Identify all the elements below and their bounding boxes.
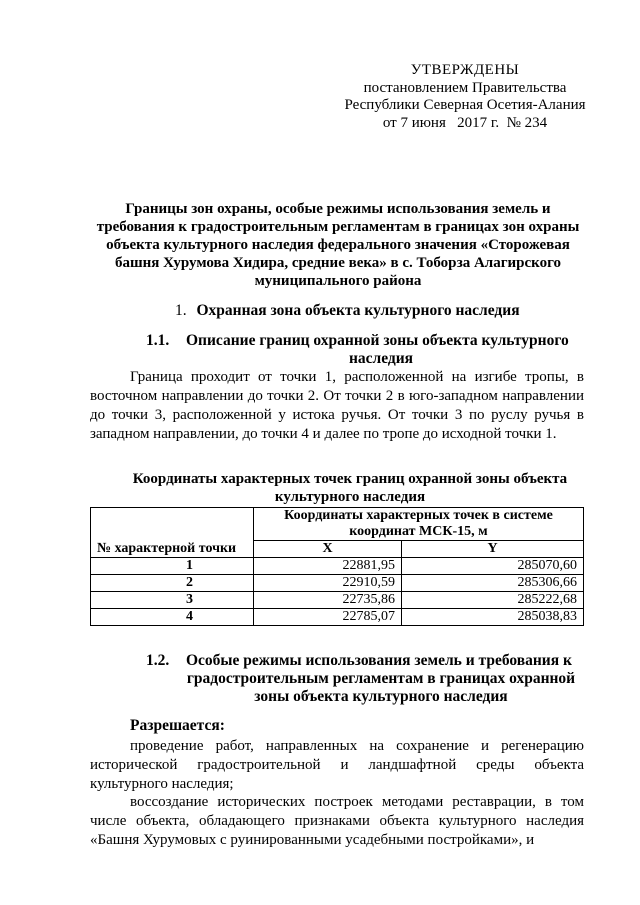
point-number-header: № характерной точки (91, 508, 254, 558)
section-1-1-heading (146, 332, 576, 368)
x-value: 22785,07 (254, 609, 402, 626)
approval-line-3 (335, 115, 595, 133)
document-title: Границы зон охраны, особые режимы использования земель и требования к градостроительным регламентам в границах зон охраны объекта культурного наследия федерального значения «Сторожевая башня Хурумова Хидира, средние века» в с. Тоборза Алагирского муниципального района (96, 201, 580, 289)
section-1-1-number: 1.1. (146, 332, 170, 349)
allowed-heading: Разрешается: (130, 717, 225, 734)
section-1-2-heading (146, 652, 586, 706)
table-row (91, 558, 584, 575)
point-number: 1 (91, 558, 254, 575)
table-caption: Координаты характерных точек границ охранной зоны объекта культурного наследия (132, 471, 568, 505)
point-number: 2 (91, 575, 254, 592)
coords-group-header: Координаты характерных точек в системе координат МСК-15, м (254, 508, 584, 541)
x-value: 22910,59 (254, 575, 402, 592)
x-value: 22881,95 (254, 558, 402, 575)
boundary-description: Граница проходит от точки 1, расположенной на изгибе тропы, в восточном направлении до точки 2. От точки 2 в юго-западном направлении до точки 3, расположенной у истока ручья. От точки 3 по руслу ручья в западном направлении, до точки 4 и далее по тропе до исходной точки 1. (90, 369, 584, 442)
y-value: 285222,68 (402, 592, 584, 609)
x-value: 22735,86 (254, 592, 402, 609)
section-1-2-title-line1: Особые режимы использования земель и требования к (186, 652, 572, 669)
point-number: 4 (91, 609, 254, 626)
section-1-2-number: 1.2. (146, 652, 170, 669)
approval-block (335, 62, 595, 132)
allowed-paragraph-2: воссоздание исторических построек методами реставрации, в том числе объекта, обладающего признаками объекта культурного наследия «Башня Хурумовых с руинированными усадебными постройками», и (90, 794, 584, 848)
section-1-2-title-line2: градостроительным регламентам в границах охранной (186, 670, 576, 687)
table-row (91, 575, 584, 592)
section-1-2-title-line3: зоны объекта культурного наследия (254, 688, 508, 705)
point-number: 3 (91, 592, 254, 609)
section-1-title: Охранная зона объекта культурного наследия (196, 302, 520, 319)
coordinates-table (90, 507, 584, 626)
y-header: Y (402, 541, 584, 558)
table-row (91, 609, 584, 626)
table-row (91, 592, 584, 609)
section-1-1-title-line2: наследия (348, 350, 414, 367)
approval-line-2: Республики Северная Осетия-Алания (344, 97, 586, 113)
allowed-paragraph-1: проведение работ, направленных на сохранение и регенерацию исторической градостроительной и ландшафтной среды объекта культурного наследия; (90, 738, 584, 792)
section-1-number: 1. (175, 302, 187, 319)
approval-title: УТВЕРЖДЕНЫ (410, 62, 520, 78)
x-header: X (254, 541, 402, 558)
y-value: 285070,60 (402, 558, 584, 575)
y-value: 285306,66 (402, 575, 584, 592)
approval-date: от 7 июня 2017 г. № 234 (382, 114, 548, 131)
approval-line-1: постановлением Правительства (363, 79, 567, 96)
section-1-1-title-line1: Описание границ охранной зоны объекта культурного (186, 332, 569, 349)
y-value: 285038,83 (402, 609, 584, 626)
section-1-heading (175, 302, 595, 320)
